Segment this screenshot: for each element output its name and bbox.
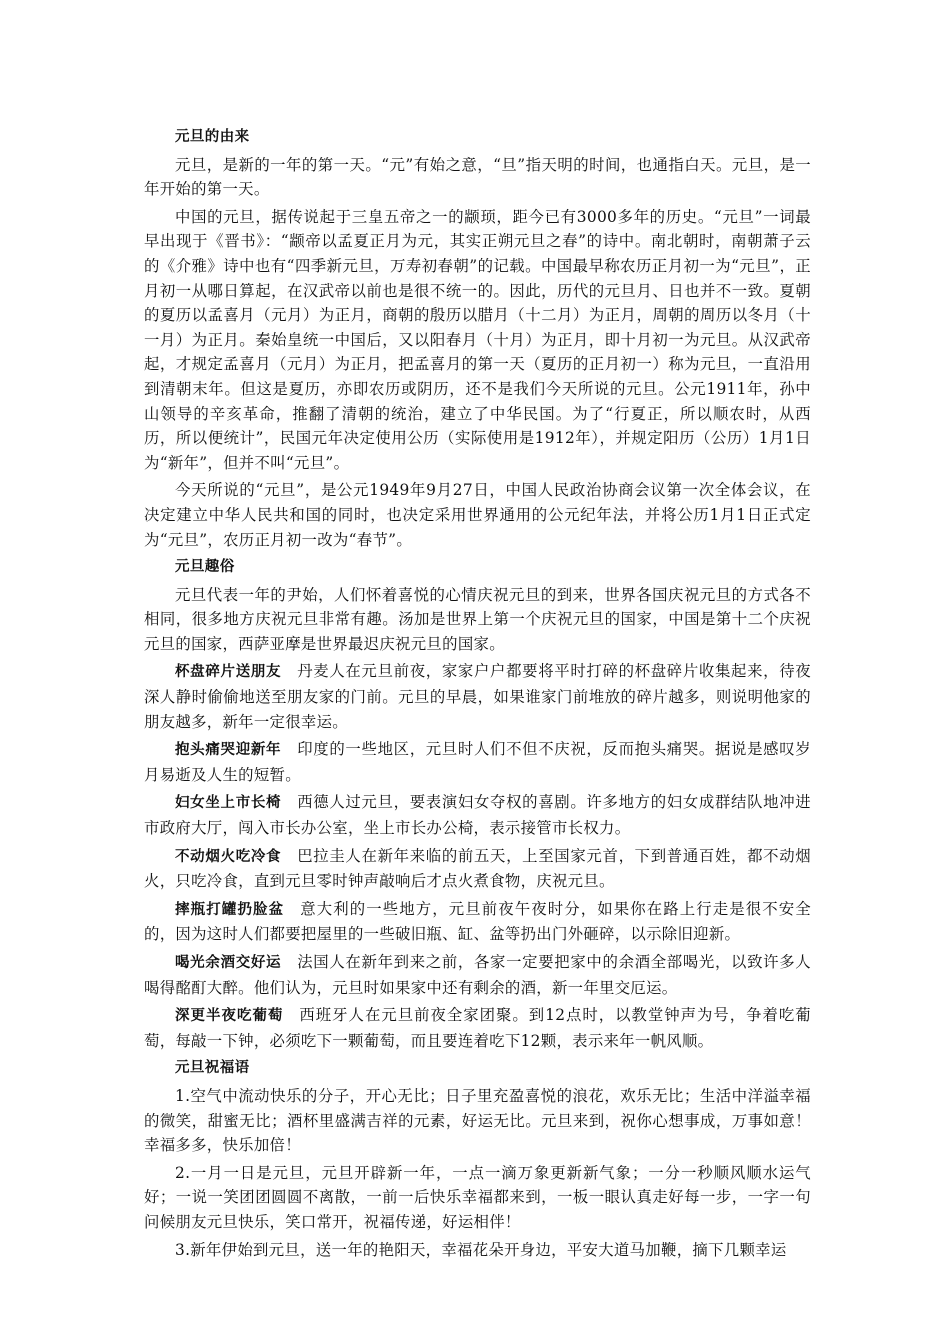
custom-item — [144, 897, 811, 947]
heading-origin: 元旦的由来 — [175, 129, 250, 145]
paragraph: 元旦代表一年的尹始，人们怀着喜悦的心情庆祝元旦的到来，世界各国庆祝元旦的方式各不相同，很多地方庆祝元旦非常有趣。汤加是世界上第一个庆祝元旦的国家，中国是第十二个庆祝元旦的国家，西萨亚摩是世界最迟庆祝元旦的国家。 — [144, 585, 811, 653]
wish-item: 2.一月一日是元旦，元旦开辟新一年，一点一滴万象更新新气象；一分一秒顺风顺水运气好；一说一笑团团圆圆不离散，一前一后快乐幸福都来到，一板一眼认真走好每一步，一字一句问候朋友元旦快乐，笑口常开，祝福传递，好运相伴！ — [144, 1163, 811, 1231]
document-body — [144, 125, 811, 1265]
custom-item — [144, 659, 811, 734]
custom-item — [144, 737, 811, 787]
custom-text: 西德人过元旦，要表演妇女夺权的喜剧。许多地方的妇女成群结队地冲进市政府大厅，闯入市长办公室，坐上市长办公椅，表示接管市长权力。 — [144, 793, 811, 838]
custom-title: 深更半夜吃葡萄 — [175, 1008, 284, 1025]
custom-item — [144, 950, 811, 1000]
wish-item: 3.新年伊始到元旦，送一年的艳阳天，幸福花朵开身边，平安大道马加鞭，摘下几颗幸运 — [175, 1240, 787, 1259]
custom-text: 西班牙人在元旦前夜全家团聚。到12点时，以教堂钟声为号，争着吃葡萄，每敲一下钟，必须吃下一颗葡萄，而且要连着吃下12颗，表示来年一帆风顺。 — [144, 1006, 811, 1050]
custom-text: 丹麦人在元旦前夜，家家户户都要将平时打碎的杯盘碎片收集起来，待夜深人静时偷偷地送至朋友家的门前。元旦的早晨，如果谁家门前堆放的碎片越多，则说明他家的朋友越多，新年一定很幸运。 — [144, 662, 811, 731]
custom-title: 摔瓶打罐扔脸盆 — [175, 901, 285, 918]
custom-item — [144, 790, 811, 840]
heading-wishes: 元旦祝福语 — [175, 1060, 250, 1077]
paragraph: 今天所说的“元旦”，是公元1949年9月27日，中国人民政治协商会议第一次全体会议，在决定建立中华人民共和国的同时，也决定采用世界通用的公元纪年法，并将公历1月1日正式定为“元旦”，农历正月初一改为“春节”。 — [144, 481, 811, 549]
paragraph: 元旦，是新的一年的第一天。“元”有始之意，“旦”指天明的时间，也通指白天。元旦，是一年开始的第一天。 — [144, 155, 811, 199]
wish-item: 1.空气中流动快乐的分子，开心无比；日子里充盈喜悦的浪花，欢乐无比；生活中洋溢幸福的微笑，甜蜜无比；酒杯里盛满吉祥的元素，好运无比。元旦来到，祝你心想事成，万事如意！幸福多多，快乐加倍！ — [144, 1086, 811, 1155]
custom-title: 抱头痛哭迎新年 — [175, 742, 282, 759]
heading-customs: 元旦趣俗 — [175, 559, 235, 576]
custom-text: 巴拉圭人在新年来临的前五天，上至国家元首，下到普通百姓，都不动烟火，只吃冷食，直到元旦零时钟声敲响后才点火煮食物，庆祝元旦。 — [144, 846, 811, 891]
custom-text: 法国人在新年到来之前，各家一定要把家中的余酒全部喝光，以致许多人喝得酩酊大醉。他们认为，元旦时如果家中还有剩余的酒，新一年里交厄运。 — [144, 953, 811, 997]
custom-title: 不动烟火吃冷食 — [175, 848, 282, 865]
custom-title: 妇女坐上市长椅 — [175, 795, 282, 812]
custom-title: 杯盘碎片送朋友 — [175, 664, 282, 681]
paragraph: 中国的元旦，据传说起于三皇五帝之一的颛顼，距今已有3000多年的历史。“元旦”一词最早出现于《晋书》：“颛帝以孟夏正月为元，其实正朔元旦之春”的诗中。南北朝时，南朝萧子云的《介雅》诗中也有“四季新元旦，万寿初春朝”的记载。中国最早称农历正月初一为“元旦”，正月初一从哪日算起，在汉武帝以前也是很不统一的。因此，历代的元旦月、日也并不一致。夏朝的夏历以孟喜月（元月）为正月，商朝的殷历以腊月（十二月）为正月，周朝的周历以冬月（十一月）为正月。秦始皇统一中国后，又以阳春月（十月）为正月，即十月初一为元旦。从汉武帝起，才规定孟喜月（元月）为正月，把孟喜月的第一天（夏历的正月初一）称为元旦，一直沿用到清朝末年。但这是夏历，亦即农历或阴历，还不是我们今天所说的元旦。公元1911年，孙中山领导的辛亥革命，推翻了清朝的统治，建立了中华民国。为了“行夏正，所以顺农时，从西历，所以便统计”，民国元年决定使用公历（实际使用是1912年），并规定阳历（公历）1月1日为“新年”，但并不叫“元旦”。 — [144, 207, 811, 472]
custom-text: 意大利的一些地方，元旦前夜午夜时分，如果你在路上行走是很不安全的，因为这时人们都要把屋里的一些破旧瓶、缸、盆等扔出门外砸碎，以示除旧迎新。 — [144, 899, 811, 944]
custom-text: 印度的一些地区，元旦时人们不但不庆祝，反而抱头痛哭。据说是感叹岁月易逝及人生的短暂。 — [144, 740, 811, 784]
custom-title: 喝光余酒交好运 — [175, 955, 282, 971]
custom-item — [144, 844, 811, 894]
custom-item — [144, 1003, 811, 1053]
